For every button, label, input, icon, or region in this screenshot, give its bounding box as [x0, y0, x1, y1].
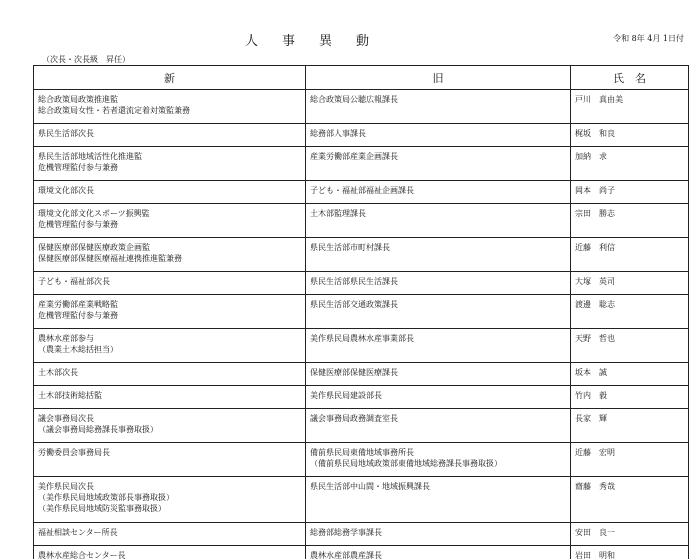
table-row	[34, 363, 689, 386]
position-line: 産業労働部産業戦略監	[38, 300, 118, 309]
position-line: （農業土木総括担当）	[38, 345, 118, 354]
cell-person-name: 長家 輝	[571, 409, 689, 443]
cell-new-position	[34, 181, 306, 204]
position-line: 土木部次長	[38, 368, 78, 377]
table-row	[34, 181, 689, 204]
position-line: 議会事務局政務調査室長	[310, 414, 398, 423]
position-line: （備前県民局地域政策部東備地域総務課長事務取扱）	[310, 459, 502, 468]
cell-person-name: 近藤 利信	[571, 238, 689, 272]
position-line: 備前県民局東備地域事務所長	[310, 448, 414, 457]
position-line: （美作県民局地域防災監事務取扱）	[38, 504, 166, 513]
position-line: 環境文化部次長	[38, 186, 94, 195]
cell-old-position	[306, 477, 571, 523]
position-line: 議会事務局次長	[38, 414, 94, 423]
position-line: 美作県民局農林水産事業部長	[310, 334, 414, 343]
table-row	[34, 147, 689, 181]
position-line: 美作県民局次長	[38, 482, 94, 491]
cell-new-position	[34, 409, 306, 443]
cell-new-position	[34, 546, 306, 559]
cell-old-position	[306, 443, 571, 477]
position-line: 農林水産総合センター長	[38, 551, 126, 559]
cell-person-name: 天野 哲也	[571, 329, 689, 363]
table-row	[34, 386, 689, 409]
cell-person-name: 安田 良一	[571, 523, 689, 546]
cell-old-position	[306, 204, 571, 238]
position-line: 危機管理監付参与兼務	[38, 163, 118, 172]
cell-person-name: 渡邊 聡志	[571, 295, 689, 329]
position-line: 土木部技術総括監	[38, 391, 102, 400]
cell-old-position	[306, 363, 571, 386]
cell-old-position	[306, 546, 571, 559]
position-line: 子ども・福祉部次長	[38, 277, 110, 286]
position-line: 危機管理監付参与兼務	[38, 220, 118, 229]
cell-old-position	[306, 295, 571, 329]
table-row	[34, 409, 689, 443]
table-row	[34, 443, 689, 477]
position-line: 総務部人事課長	[310, 129, 366, 138]
cell-new-position	[34, 124, 306, 147]
position-line: （議会事務局総務課長事務取扱）	[38, 425, 158, 434]
cell-new-position	[34, 147, 306, 181]
position-line: 県民生活部県民生活課長	[310, 277, 398, 286]
cell-new-position	[34, 443, 306, 477]
cell-old-position	[306, 147, 571, 181]
position-line: 土木部監理課長	[310, 209, 366, 218]
cell-person-name: 岩田 明和	[571, 546, 689, 559]
cell-new-position	[34, 90, 306, 124]
column-header-old: 旧	[306, 66, 571, 90]
table-row	[34, 477, 689, 523]
effective-date: 令和 8年 4月 1日付	[613, 34, 684, 43]
cell-person-name: 戸川 真由美	[571, 90, 689, 124]
cell-new-position	[34, 329, 306, 363]
table-row	[34, 523, 689, 546]
category-subheading: （次長・次長級 昇任）	[42, 55, 130, 64]
cell-person-name: 齋藤 秀哉	[571, 477, 689, 523]
cell-new-position	[34, 477, 306, 523]
cell-new-position	[34, 272, 306, 295]
table-row	[34, 124, 689, 147]
position-line: 総合政策局政策推進監	[38, 95, 118, 104]
cell-person-name: 竹内 毅	[571, 386, 689, 409]
cell-person-name: 大塚 英司	[571, 272, 689, 295]
table-row	[34, 90, 689, 124]
position-line: 県民生活部市町村課長	[310, 243, 390, 252]
table-row	[34, 295, 689, 329]
table-row	[34, 329, 689, 363]
position-line: 県民生活部交通政策課長	[310, 300, 398, 309]
column-header-name: 氏 名	[571, 66, 689, 90]
position-line: 保健医療部保健医療福祉連携推進監兼務	[38, 254, 182, 263]
table-row	[34, 272, 689, 295]
position-line: 保健医療部保健医療課長	[310, 368, 398, 377]
position-line: 福祉相談センター所長	[38, 528, 118, 537]
table-row	[34, 238, 689, 272]
cell-new-position	[34, 363, 306, 386]
cell-new-position	[34, 523, 306, 546]
cell-person-name: 岡本 尚子	[571, 181, 689, 204]
cell-new-position	[34, 295, 306, 329]
position-line: 総合政策局女性・若者還流定着対策監兼務	[38, 106, 190, 115]
cell-old-position	[306, 329, 571, 363]
personnel-table	[33, 65, 689, 559]
cell-old-position	[306, 124, 571, 147]
position-line: 環境文化部文化スポーツ振興監	[38, 209, 150, 218]
document-title: 人事異動	[245, 34, 394, 49]
position-line: 総務部総務学事課長	[310, 528, 382, 537]
position-line: 危機管理監付参与兼務	[38, 311, 118, 320]
cell-old-position	[306, 181, 571, 204]
position-line: 県民生活部中山間・地域振興課長	[310, 482, 430, 491]
cell-person-name: 坂本 誠	[571, 363, 689, 386]
cell-person-name: 近藤 宏明	[571, 443, 689, 477]
cell-person-name: 加納 求	[571, 147, 689, 181]
column-header-new: 新	[34, 66, 306, 90]
cell-person-name: 梶坂 和良	[571, 124, 689, 147]
cell-new-position	[34, 386, 306, 409]
position-line: 農林水産部農産課長	[310, 551, 382, 559]
position-line: （美作県民局地域政策部長事務取扱）	[38, 493, 174, 502]
cell-old-position	[306, 272, 571, 295]
position-line: 子ども・福祉部福祉企画課長	[310, 186, 414, 195]
position-line: 県民生活部次長	[38, 129, 94, 138]
position-line: 農林水産部参与	[38, 334, 94, 343]
header-row	[34, 66, 689, 90]
cell-old-position	[306, 386, 571, 409]
cell-person-name: 宗田 勝志	[571, 204, 689, 238]
cell-new-position	[34, 204, 306, 238]
cell-old-position	[306, 523, 571, 546]
cell-old-position	[306, 90, 571, 124]
position-line: 産業労働部産業企画課長	[310, 152, 398, 161]
position-line: 労働委員会事務局長	[38, 448, 110, 457]
cell-old-position	[306, 409, 571, 443]
cell-old-position	[306, 238, 571, 272]
position-line: 美作県民局建設部長	[310, 391, 382, 400]
table-row	[34, 204, 689, 238]
table-row	[34, 546, 689, 559]
position-line: 保健医療部保健医療政策企画監	[38, 243, 150, 252]
position-line: 県民生活部地域活性化推進監	[38, 152, 142, 161]
position-line: 総合政策局公聴広報課長	[310, 95, 398, 104]
cell-new-position	[34, 238, 306, 272]
